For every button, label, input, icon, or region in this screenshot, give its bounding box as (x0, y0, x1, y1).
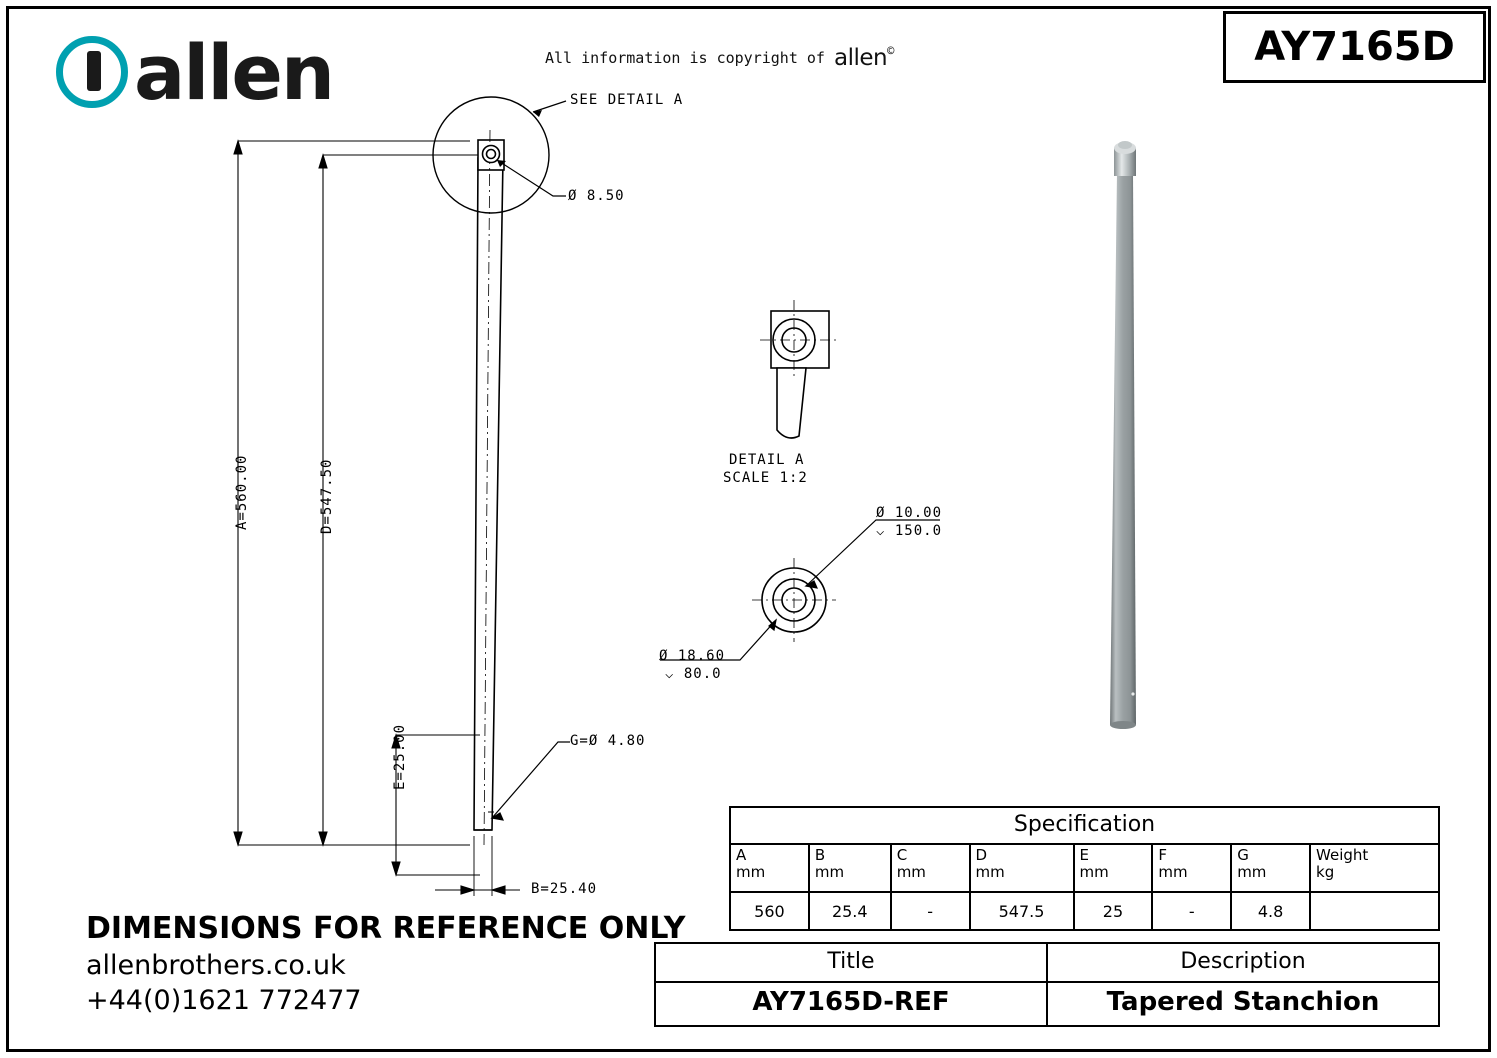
spec-header-b (809, 844, 891, 892)
detail-a-leader (533, 101, 566, 112)
specification-table (729, 806, 1440, 931)
description-label: Description (1047, 943, 1439, 982)
spec-header-e-name: E (1079, 846, 1090, 864)
spec-header-row (730, 844, 1439, 892)
callout-dim-d: D=547.50 (319, 458, 335, 534)
spec-header-a-unit: mm (736, 863, 766, 881)
callout-dim-g: G=Ø 4.80 (570, 733, 646, 749)
spec-header-f (1152, 844, 1231, 892)
title-block-value-row (655, 982, 1439, 1026)
spec-header-b-unit: mm (814, 863, 845, 881)
spec-value-c: - (891, 892, 970, 930)
spec-header-b-name: B (814, 846, 826, 864)
stanchion-side-view (474, 130, 504, 845)
copyright-symbol: © (887, 44, 895, 58)
title-label: Title (655, 943, 1047, 982)
part-number: AY7165D (1254, 24, 1455, 70)
spec-value-weight (1310, 892, 1439, 930)
bore-end-view (752, 558, 836, 642)
footer-website[interactable]: allenbrothers.co.uk (86, 950, 346, 981)
spec-header-weight (1310, 844, 1439, 892)
callout-bore-bottom-depth: ⌵ 80.0 (665, 666, 722, 682)
spec-value-row (730, 892, 1439, 930)
spec-header-e-unit: mm (1079, 863, 1109, 881)
spec-header-c (891, 844, 970, 892)
copyright-brand: allen (834, 45, 888, 71)
spec-value-a: 560 (730, 892, 809, 930)
spec-header-g-unit: mm (1237, 863, 1267, 881)
logo-wordmark: allen (134, 28, 334, 117)
spec-header-c-unit: mm (896, 863, 926, 881)
title-value: AY7165D-REF (655, 982, 1047, 1026)
spec-header-g-name: G (1237, 846, 1249, 864)
spec-header-e (1074, 844, 1153, 892)
callout-dim-a: A=560.00 (234, 454, 250, 530)
spec-value-g: 4.8 (1231, 892, 1310, 930)
hole-dia-leader (497, 160, 566, 196)
detail-a-view (760, 300, 840, 438)
footer-block (86, 910, 686, 1018)
spec-title-row (730, 807, 1439, 844)
spec-header-d-unit: mm (975, 863, 1005, 881)
spec-value-f: - (1152, 892, 1231, 930)
spec-header-a-name: A (736, 846, 747, 864)
spec-title: Specification (730, 807, 1439, 844)
stanchion-3d-render (1110, 141, 1136, 729)
callout-bore-bottom-dia: Ø 18.60 (659, 648, 726, 664)
callout-dim-b: B=25.40 (531, 881, 598, 897)
spec-header-weight-unit: kg (1316, 863, 1335, 881)
spec-header-c-name: C (896, 846, 908, 864)
spec-value-e: 25 (1074, 892, 1153, 930)
callout-hole-diameter: Ø 8.50 (568, 188, 625, 204)
dimensions-disclaimer: DIMENSIONS FOR REFERENCE ONLY (86, 911, 686, 946)
spec-value-b: 25.4 (809, 892, 891, 930)
spec-header-f-unit: mm (1158, 863, 1188, 881)
footer-telephone[interactable]: +44(0)1621 772477 (86, 985, 362, 1016)
callout-bore-top-depth: ⌵ 150.0 (876, 523, 943, 539)
spec-header-f-name: F (1158, 846, 1167, 864)
copyright-prefix: All information is copyright of (545, 49, 825, 67)
title-block-label-row (655, 943, 1439, 982)
spec-header-weight-name: Weight (1316, 846, 1369, 864)
spec-header-d (970, 844, 1074, 892)
title-block (654, 942, 1440, 1027)
spec-header-d-name: D (975, 846, 988, 864)
callout-see-detail-a: SEE DETAIL A (570, 92, 684, 108)
callout-dim-e: E=25.00 (392, 723, 408, 790)
dimension-g-leader (492, 742, 570, 820)
detail-a-title: DETAIL A (729, 452, 805, 468)
spec-value-d: 547.5 (970, 892, 1074, 930)
callout-bore-top-dia: Ø 10.00 (876, 505, 943, 521)
spec-header-g (1231, 844, 1310, 892)
dimension-a (234, 141, 470, 845)
description-value: Tapered Stanchion (1047, 982, 1439, 1026)
spec-header-a (730, 844, 809, 892)
detail-a-scale: SCALE 1:2 (723, 470, 808, 486)
